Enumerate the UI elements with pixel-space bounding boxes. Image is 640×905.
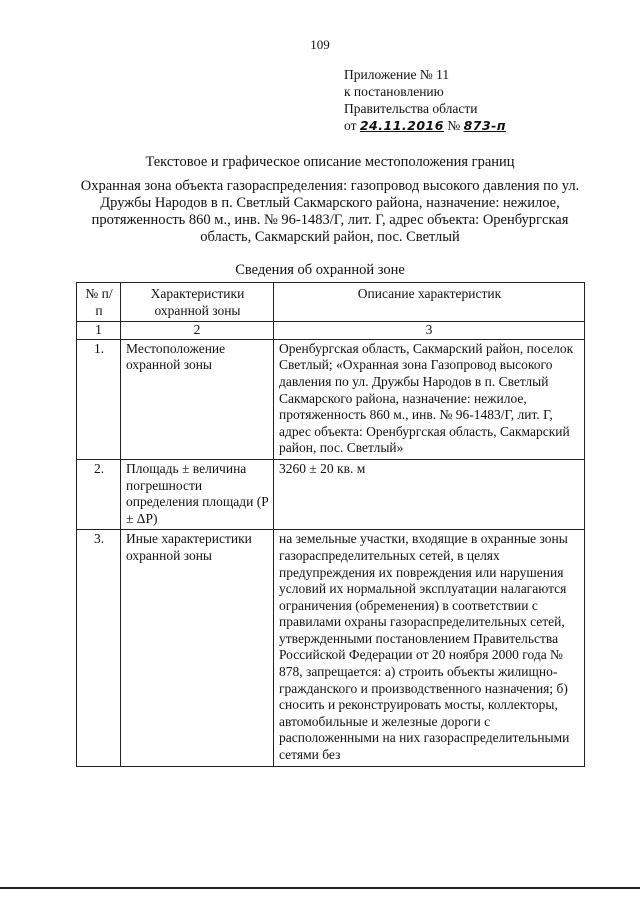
date-prefix: от xyxy=(344,118,357,133)
number-prefix: № xyxy=(447,118,461,133)
page-number: 109 xyxy=(310,37,330,52)
row-characteristic: Площадь ± величина погрешности определения площади (P ± ΔP) xyxy=(121,459,274,529)
row-characteristic: Местоположение охранной зоны xyxy=(121,339,274,459)
zone-info-table xyxy=(76,282,585,767)
table-row xyxy=(77,459,585,529)
appendix-line-1: Приложение № 11 xyxy=(344,67,450,82)
index-cell: 2 xyxy=(121,322,274,340)
row-number: 2. xyxy=(77,459,121,529)
row-description: Оренбургская область, Сакмарский район, поселок Светлый; «Охранная зона Газопровод высокого давления по ул. Дружбы Народов в п. Светлый Сакмарского района, назначение: нежилое, протяженность 860 м., инв. № 96-1483/Г, лит. Г, адрес объекта: Оренбургская область, Сакмарский район, пос. Светлый» xyxy=(274,339,585,459)
document-title: Текстовое и графическое описание местоположения границ xyxy=(145,154,515,170)
appendix-line-2: к постановлению xyxy=(344,84,444,99)
row-number: 3. xyxy=(77,530,121,766)
handwritten-number: 873-п xyxy=(463,118,506,133)
row-description: 3260 ± 20 кв. м xyxy=(274,459,585,529)
appendix-line-3: Правительства области xyxy=(344,101,478,116)
table-index-row xyxy=(77,322,585,340)
appendix-block xyxy=(344,66,506,134)
row-number: 1. xyxy=(77,339,121,459)
object-description: Охранная зона объекта газораспределения: газопровод высокого давления по ул. Дружбы Народов в п. Светлый Сакмарского района, назначение: нежилое, протяженность 860 м., инв. № 96-1483/Г, лит. Г, адрес объекта: Оренбургская область, Сакмарский район, пос. Светлый xyxy=(80,178,580,245)
row-description: на земельные участки, входящие в охранные зоны газораспределительных сетей, в целях предупреждения их повреждения или нарушения условий их нормальной эксплуатации налагаются ограничения (обременения) в соответствии с правилами охраны газораспределительных сетей, утвержденными постановлением Правительства Российской Федерации от 20 ноября 2000 года № 878, запрещается: а) строить объекты жилищно-гражданского и производственного назначения; б) сносить и реконструировать мосты, коллекторы, автомобильные и железные дороги с расположенными на них газораспределительными сетями без xyxy=(274,530,585,766)
row-characteristic: Иные характеристики охранной зоны xyxy=(121,530,274,766)
table-title: Сведения об охранной зоне xyxy=(235,262,405,278)
header-num: № п/п xyxy=(77,283,121,322)
table-row xyxy=(77,530,585,766)
table-header-row xyxy=(77,283,585,322)
index-cell: 1 xyxy=(77,322,121,340)
handwritten-date: 24.11.2016 xyxy=(359,118,444,133)
appendix-date-line xyxy=(344,117,506,134)
header-characteristic: Характеристики охранной зоны xyxy=(121,283,274,322)
index-cell: 3 xyxy=(274,322,585,340)
bottom-divider xyxy=(0,887,640,889)
table-row xyxy=(77,339,585,459)
header-description: Описание характеристик xyxy=(274,283,585,322)
